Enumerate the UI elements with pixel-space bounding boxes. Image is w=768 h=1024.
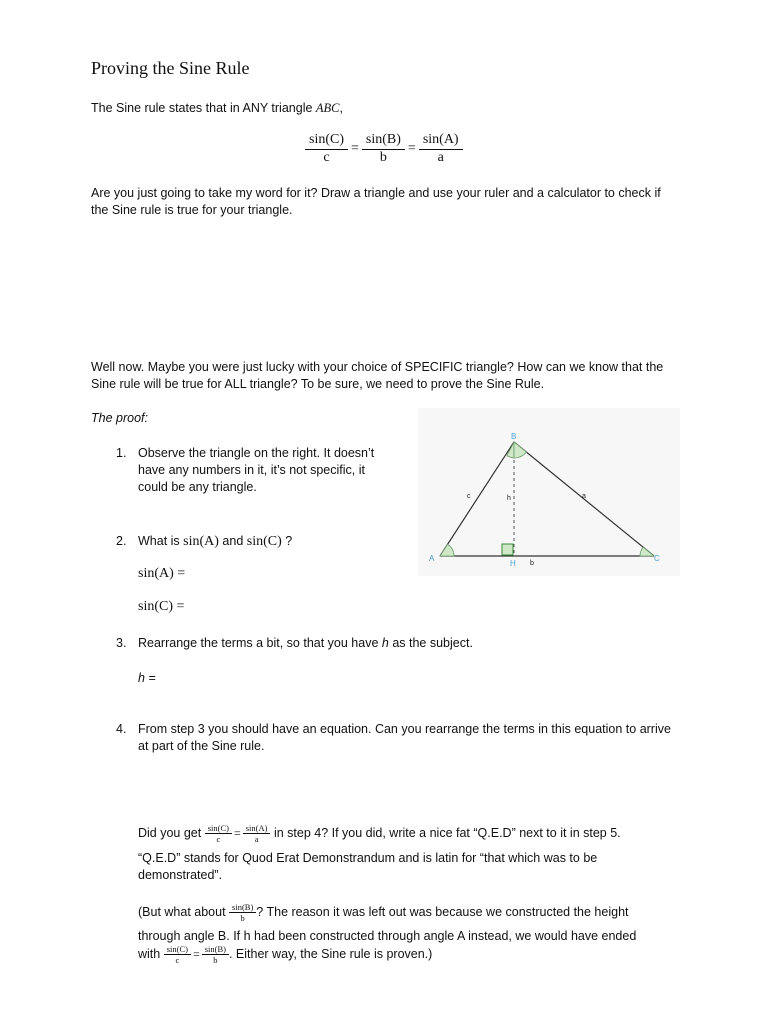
intro-comma: , [339, 101, 343, 115]
vertex-a-label: A [429, 554, 435, 563]
fraction-b: $\frac{\sin(B)}{b}$ [362, 132, 405, 166]
h-answer-line: h = [138, 671, 156, 685]
proof-conclusion: . Either way, the Sine rule is proven.) [228, 946, 433, 961]
step-4-number: 4. [116, 722, 127, 736]
small-fraction-b: $\frac{\sin(B)}{b}$ [202, 944, 229, 965]
point-h-label: H [510, 559, 516, 568]
did-you-get-prefix: Did you get [138, 825, 205, 840]
qed-explanation-end: demonstrated”. [138, 868, 223, 882]
step-2-and: and [218, 534, 247, 548]
but-what-line-3 [138, 944, 432, 965]
sine-rule-formula [305, 132, 463, 166]
sin-c-answer-line: sin(C) = [138, 599, 185, 614]
step-2-prompt: What is [138, 534, 184, 548]
sin-a-expression: sin(A) [183, 534, 219, 549]
with-prefix: with [138, 946, 164, 961]
did-you-get-suffix: in step 4? If you did, write a nice fat “Q.E.D” next to it in step 5. [270, 825, 621, 840]
side-b-label: b [530, 560, 534, 567]
step-1-number: 1. [116, 446, 127, 460]
equals-sign: = [233, 826, 241, 840]
small-fraction-b: $\frac{\sin(B)}{b}$ [229, 902, 256, 923]
fraction-c: $\frac{\sin(C)}{c}$ [305, 132, 348, 166]
small-fraction-c: $\frac{\sin(C)}{c}$ [164, 944, 191, 965]
equals-sign: = [351, 141, 359, 156]
vertex-b-label: B [511, 432, 517, 441]
fraction-a: $\frac{\sin(A)}{a}$ [419, 132, 463, 166]
step-1-text: Observe the triangle on the right. It doesn’t have any numbers in it, it’s not specific, it could be any triangle. [138, 446, 375, 494]
page-title: Proving the Sine Rule [91, 58, 250, 78]
step-3-prompt: Rearrange the terms a bit, so that you have [138, 636, 382, 650]
but-what-line-2: through angle B. If h had been constructed through angle A instead, we would have ended [138, 929, 637, 943]
small-fraction-a: $\frac{\sin(A)}{a}$ [243, 823, 271, 844]
right-angle-marker [502, 544, 513, 555]
variable-h: h [381, 636, 389, 650]
paragraph-check: Are you just going to take my word for it? Draw a triangle and use your ruler and a calculator to check if the Sine rule is true for your triangle. [91, 186, 661, 217]
triangle-abc: ABC [315, 101, 340, 115]
step-2-number: 2. [116, 534, 127, 548]
sin-c-expression: sin(C) [246, 534, 282, 549]
intro-label: The Sine rule states that in ANY triangle [91, 101, 316, 115]
height-h-label: h [507, 495, 511, 502]
qed-explanation-line: “Q.E.D” stands for Quod Erat Demonstrandum and is latin for “that which was to be [138, 851, 598, 865]
but-what-suffix: ? The reason it was left out was because we constructed the height [256, 904, 629, 919]
step-4-text: From step 3 you should have an equation. Can you rearrange the terms in this equation to arrive at part of the Sine rule. [138, 722, 671, 753]
but-what-prefix: (But what about [138, 904, 230, 919]
side-a-label: a [582, 493, 586, 500]
intro-text [91, 100, 343, 117]
equals-sign: = [192, 947, 200, 961]
step-3-number: 3. [116, 636, 127, 650]
side-c-label: c [467, 493, 471, 500]
step-2-text [138, 533, 292, 550]
but-what-about-line [138, 902, 629, 923]
paragraph-prove: Well now. Maybe you were just lucky with your choice of SPECIFIC triangle? How can we know that the Sine rule will be true for ALL triangle? To be sure, we need to prove the Sine Rule. [91, 360, 664, 391]
step-3-suffix: as the subject. [388, 636, 473, 650]
vertex-c-label: C [654, 554, 660, 563]
proof-label: The proof: [91, 411, 148, 425]
step-2-question-mark: ? [281, 534, 293, 548]
equals-sign: = [407, 141, 416, 156]
small-fraction-c: $\frac{\sin(C)}{c}$ [205, 823, 232, 844]
did-you-get-line [138, 823, 621, 844]
sin-a-answer-line: sin(A) = [138, 566, 186, 581]
triangle-figure [418, 408, 680, 576]
step-3-text [138, 635, 473, 652]
